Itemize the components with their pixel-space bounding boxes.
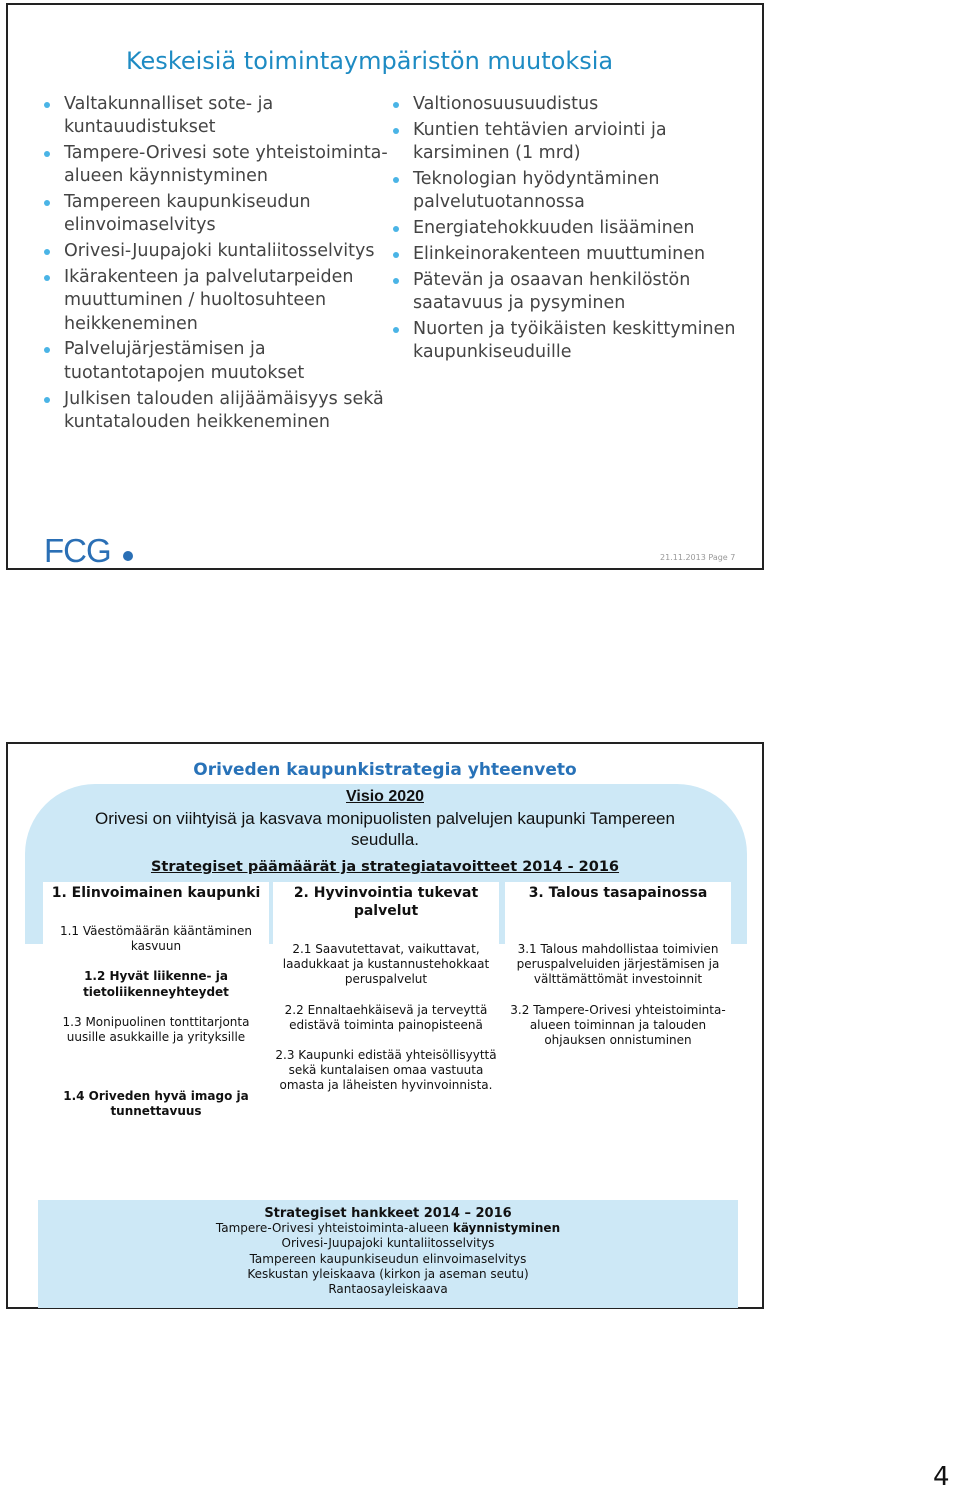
list-item-text: Teknologian hyödyntäminen palvelutuotannossa [413, 168, 660, 213]
list-item [393, 217, 763, 240]
list-item [393, 168, 763, 214]
bullet-icon [44, 347, 50, 353]
vision-title: Visio 2020 [346, 788, 424, 805]
goal-item: 2.3 Kaupunki edistää yhteisöllisyyttä sekä kuntalaisen omaa vastuuta omasta ja läheisten hyvinvoinnista. [275, 1048, 497, 1093]
goal-item: 2.1 Saavutettavat, vaikuttavat, laadukkaat ja kustannustehokkaat peruspalvelut [282, 942, 490, 987]
projects-title: Strategiset hankkeet 2014 – 2016 [264, 1206, 512, 1221]
project-line [38, 1221, 738, 1236]
bullet-icon [44, 249, 50, 255]
goal-column-3 [505, 882, 731, 1176]
bullet-icon [44, 102, 50, 108]
bullet-icon [393, 226, 399, 232]
list-item-text: Ikärakenteen ja palvelutarpeiden muuttuminen / huoltosuhteen heikkeneminen [64, 267, 354, 334]
column-heading: 1. Elinvoimainen kaupunki [51, 885, 261, 901]
list-item-text: Orivesi-Juupajoki kuntaliitosselvitys [64, 241, 375, 262]
column-heading: 3. Talous tasapainossa [528, 885, 708, 901]
list-item-text: Pätevän ja osaavan henkilöstön saatavuus ja pysyminen [413, 269, 691, 314]
list-item-text: Elinkeinorakenteen muuttuminen [413, 243, 706, 264]
slide-title: Keskeisiä toimintaympäristön muutoksia [126, 47, 614, 75]
bullet-icon [44, 200, 50, 206]
goal-column-1 [43, 882, 269, 1176]
list-item [44, 388, 394, 434]
list-item-text: Energiatehokkuuden lisääminen [413, 218, 695, 239]
list-item [44, 191, 394, 237]
vision-text: Orivesi on viihtyisä ja kasvava monipuolisten palvelujen kaupunki Tampereen seudulla. [95, 809, 675, 849]
list-item [44, 240, 394, 263]
project-line: Keskustan yleiskaava (kirkon ja aseman seutu) [247, 1266, 529, 1281]
strategy-title: Oriveden kaupunkistrategia yhteenveto [193, 760, 577, 780]
project-text-bold: käynnistyminen [452, 1221, 561, 1236]
list-item-text: Kuntien tehtävien arviointi ja karsiminen (1 mrd) [413, 119, 667, 164]
list-item-text: Nuorten ja työikäisten keskittyminen kaupunkiseuduille [413, 318, 736, 363]
list-item [393, 269, 763, 315]
strategy-heading: Strategiset päämäärät ja strategiatavoitteet 2014 - 2016 [150, 859, 620, 875]
goal-item: 1.2 Hyvät liikenne- ja tietoliikenneyhteydet [83, 969, 229, 999]
footer-date: 21.11.2013 Page 7 [660, 553, 736, 562]
projects-panel [38, 1200, 738, 1308]
fcg-logo [44, 533, 144, 567]
goal-item: 2.2 Ennaltaehkäisevä ja terveyttä edistävä toiminta painopisteenä [284, 1002, 488, 1032]
list-item-text: Tampere-Orivesi sote yhteistoiminta-alueen käynnistyminen [64, 143, 388, 187]
project-line: Tampereen kaupunkiseudun elinvoimaselvitys [249, 1251, 527, 1266]
goal-item: 1.1 Väestömäärän kääntäminen kasvuun [59, 924, 253, 954]
bullet-icon [393, 102, 399, 108]
bullet-icon [393, 252, 399, 258]
project-line: Rantaosayleiskaava [328, 1282, 448, 1297]
right-bullet-list [393, 93, 763, 367]
list-item-text: Valtionosuusuudistus [413, 94, 599, 114]
logo-text: FCG [44, 533, 111, 567]
list-item [44, 142, 394, 188]
list-item [393, 318, 763, 364]
goal-item: 3.2 Tampere-Orivesi yhteistoiminta-alueen toiminnan ja talouden ohjauksen onnistuminen [510, 1002, 726, 1048]
bullet-icon [44, 397, 50, 403]
list-item [393, 93, 763, 116]
goal-item: 1.3 Monipuolinen tonttitarjonta uusille asukkaille ja yrityksille [62, 1014, 250, 1045]
goal-column-2 [273, 882, 499, 1176]
list-item-text: Julkisen talouden alijäämäisyys sekä kuntatalouden heikkeneminen [64, 388, 384, 432]
bullet-icon [44, 151, 50, 157]
column-heading: 2. Hyvinvointia tukevat palvelut [293, 885, 479, 919]
goal-item: 3.1 Talous mahdollistaa toimivien peruspalveluiden järjestämisen ja välttämättömät investoinnit [516, 942, 720, 987]
slide-1 [6, 3, 764, 570]
bullet-icon [44, 275, 50, 281]
left-bullet-list [44, 93, 394, 437]
list-item-text: Valtakunnalliset sote- ja kuntauudistukset [64, 94, 274, 138]
list-item [44, 266, 394, 336]
bullet-icon [393, 128, 399, 134]
list-item [393, 119, 763, 165]
goal-item: 1.4 Oriveden hyvä imago ja tunnettavuus [63, 1089, 249, 1119]
slide-2 [6, 742, 764, 1309]
list-item-text: Tampereen kaupunkiseudun elinvoimaselvitys [64, 192, 311, 236]
list-item [393, 243, 763, 266]
project-text: Tampere-Orivesi yhteistoiminta-alueen [215, 1221, 453, 1236]
bullet-icon [393, 327, 399, 333]
project-line: Orivesi-Juupajoki kuntaliitosselvitys [281, 1236, 495, 1251]
page-number: 4 [933, 1462, 950, 1492]
list-item [44, 338, 394, 384]
list-item [44, 93, 394, 139]
list-item-text: Palvelujärjestämisen ja tuotantotapojen muutokset [64, 339, 305, 383]
bullet-icon [393, 177, 399, 183]
bullet-icon [393, 278, 399, 284]
